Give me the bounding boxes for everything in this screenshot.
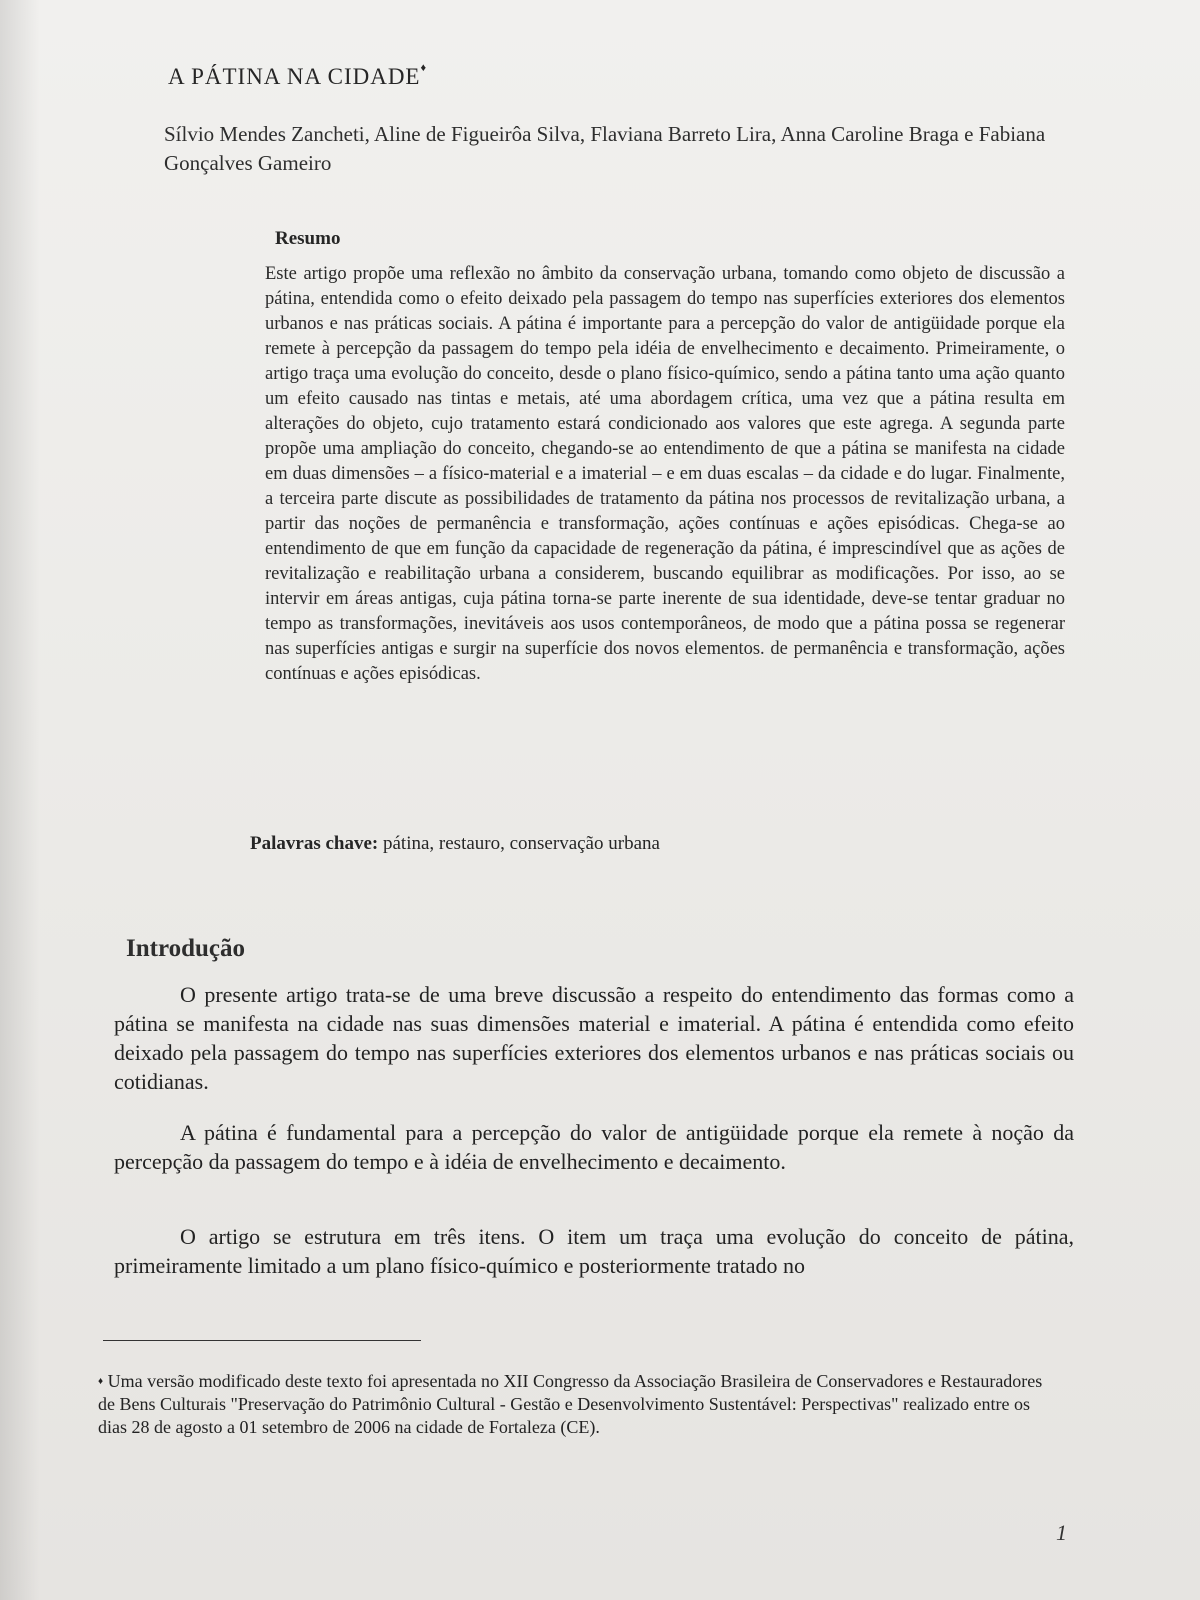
page-edge-shadow xyxy=(0,0,40,1600)
abstract-heading: Resumo xyxy=(275,228,341,249)
footnote xyxy=(98,1370,1048,1439)
introduction-paragraph-2: A pátina é fundamental para a percepção do valor de antigüidade porque ela remete à noção da percepção da passagem do tempo e à idéia de envelhecimento e decaimento. xyxy=(114,1120,1074,1174)
paper-title-text: A PÁTINA NA CIDADE xyxy=(168,64,421,89)
introduction-heading: Introdução xyxy=(126,935,246,962)
introduction-paragraph-3: O artigo se estrutura em três itens. O item um traça uma evolução do conceito de pátina, primeiramente limitado a um plano físico-químico e posteriormente tratado no xyxy=(114,1224,1074,1278)
title-footnote-mark: ♦ xyxy=(420,62,428,74)
footnote-divider xyxy=(103,1340,421,1341)
keywords-values: pátina, restauro, conservação urbana xyxy=(382,833,660,854)
keywords-line xyxy=(250,833,660,855)
author-list: Sílvio Mendes Zancheti, Aline de Figueirôa Silva, Flaviana Barreto Lira, Anna Caroline Braga e Fabiana Gonçalves Gameiro xyxy=(164,122,1046,175)
footnote-mark: ♦ xyxy=(98,1376,104,1387)
keywords-label: Palavras chave: xyxy=(250,833,379,854)
footnote-text: Uma versão modificado deste texto foi apresentada no XII Congresso da Associação Brasileira de Conservadores e Restauradores de Bens Culturais "Preservação do Patrimônio Cultural - Gestão e Desenvolvimento Sustentável: Perspectivas" realizado entre os dias 28 de agosto a 01 setembro de 2006 na cidade de Fortaleza (CE). xyxy=(98,1371,1043,1437)
paper-title xyxy=(168,64,427,90)
introduction-paragraph-1: O presente artigo trata-se de uma breve discussão a respeito do entendimento das formas como a pátina se manifesta na cidade nas suas dimensões material e imaterial. A pátina é entendida como efeito deixado pela passagem do tempo nas superfícies exteriores dos elementos urbanos e nas práticas sociais ou cotidianas. xyxy=(114,982,1074,1094)
abstract-text: Este artigo propõe uma reflexão no âmbito da conservação urbana, tomando como objeto de discussão a pátina, entendida como o efeito deixado pela passagem do tempo nas superfícies exteriores dos elementos urbanos e nas práticas sociais. A pátina é importante para a percepção do valor de antigüidade porque ela remete à percepção da passagem do tempo pela idéia de envelhecimento e decaimento. Primeiramente, o artigo traça uma evolução do conceito, desde o plano físico-químico, sendo a pátina tanto uma ação quanto um efeito causado nas tintas e metais, até uma abordagem crítica, uma vez que a pátina resulta em alterações do objeto, cujo tratamento estará condicionado aos valores que este agrega. A segunda parte propõe uma ampliação do conceito, chegando-se ao entendimento de que a pátina se manifesta na cidade em duas dimensões – a físico-material e a imaterial – e em duas escalas – da cidade e do lugar. Finalmente, a terceira parte discute as possibilidades de tratamento da pátina nos processos de revitalização urbana, a partir das noções de permanência e transformação, ações contínuas e ações episódicas. Chega-se ao entendimento de que em função da capacidade de regeneração da pátina, é imprescindível que as ações de revitalização e reabilitação urbana a considerem, buscando equilibrar as modificações. Por isso, ao se intervir em áreas antigas, cuja pátina torna-se parte inerente de sua identidade, deve-se tentar graduar no tempo as transformações, inevitáveis aos usos contemporâneos, de modo que a pátina possa se regenerar nas superfícies antigas e surgir na superfície dos novos elementos. de permanência e transformação, ações contínuas e ações episódicas. xyxy=(265,264,1065,684)
page-number: 1 xyxy=(1056,1520,1067,1545)
